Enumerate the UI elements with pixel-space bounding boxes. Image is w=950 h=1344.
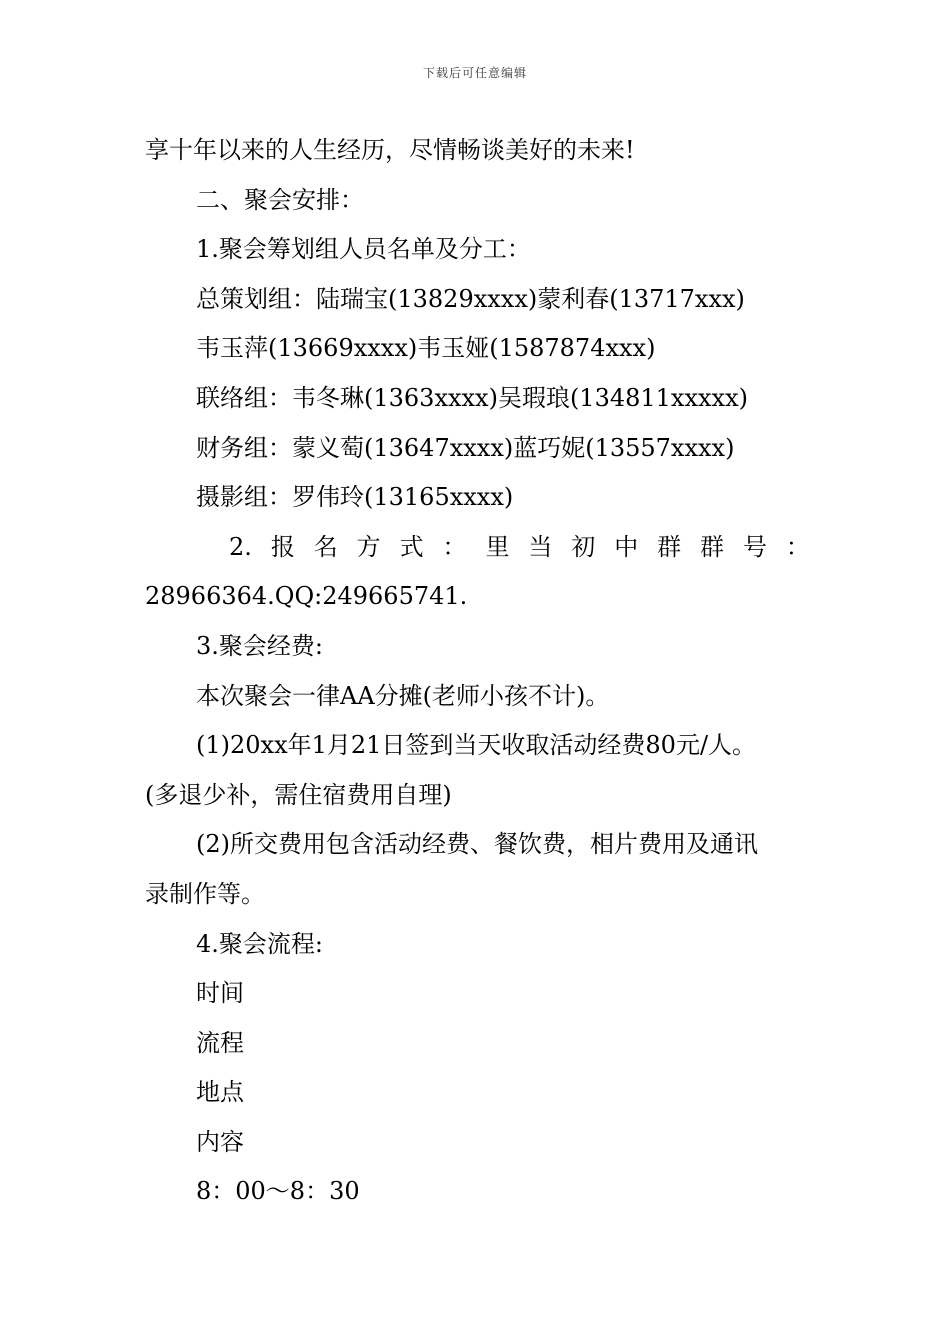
schedule-label: 时间 <box>196 979 244 1008</box>
team-line: 财务组：蒙义萄(13647xxxx)蓝巧妮(13557xxxx) <box>196 433 735 462</box>
registration-part: 中 <box>614 532 639 561</box>
subsection-heading: 4.聚会流程: <box>196 929 323 958</box>
paragraph-line: 录制作等。 <box>145 879 265 908</box>
team-line: 联络组：韦冬琳(1363xxxx)吴瑕琅(134811xxxxx) <box>196 383 748 412</box>
paragraph-line: (多退少补，需住宿费用自理) <box>145 780 452 809</box>
section-heading: 二、聚会安排： <box>196 185 364 214</box>
registration-part: 初 <box>571 532 596 561</box>
schedule-label: 流程 <box>196 1028 244 1057</box>
registration-part: 方 <box>356 532 381 561</box>
registration-part: 群 <box>700 532 725 561</box>
paragraph-line: 本次聚会一律AA分摊(老师小孩不计)。 <box>196 681 610 710</box>
paragraph-line: 28966364.QQ:249665741. <box>145 582 468 611</box>
registration-part: 群 <box>657 532 682 561</box>
subsection-heading: 1.聚会筹划组人员名单及分工： <box>196 235 531 264</box>
schedule-label: 地点 <box>196 1078 244 1107</box>
registration-part: 式 <box>399 532 424 561</box>
paragraph-line: 享十年以来的人生经历，尽情畅谈美好的未来! <box>145 136 635 164</box>
registration-part: ： <box>785 532 810 561</box>
team-line: 韦玉萍(13669xxxx)韦玉娅(1587874xxx) <box>196 334 656 363</box>
paragraph-line: (1)20xx年1月21日签到当天收取活动经费80元/人。 <box>196 731 757 760</box>
registration-part: 报 <box>270 532 295 561</box>
subsection-heading: 3.聚会经费: <box>196 631 323 660</box>
team-line: 摄影组：罗伟玲(13165xxxx) <box>196 483 514 512</box>
registration-part: 当 <box>528 532 553 561</box>
registration-part: 里 <box>485 532 510 561</box>
team-line: 总策划组：陆瑞宝(13829xxxx)蒙利春(13717xxx) <box>196 284 745 313</box>
registration-part: 2. <box>229 532 252 561</box>
schedule-time: 8：00～8：30 <box>196 1177 360 1206</box>
registration-part: 号 <box>742 532 767 561</box>
registration-line <box>145 523 810 573</box>
page-header: 下载后可任意编辑 <box>422 66 527 80</box>
schedule-label: 内容 <box>196 1127 244 1156</box>
document-body <box>145 126 810 1217</box>
paragraph-line: (2)所交费用包含活动经费、餐饮费，相片费用及通讯 <box>196 830 758 859</box>
registration-part: ： <box>442 532 467 561</box>
registration-part: 名 <box>313 532 338 561</box>
